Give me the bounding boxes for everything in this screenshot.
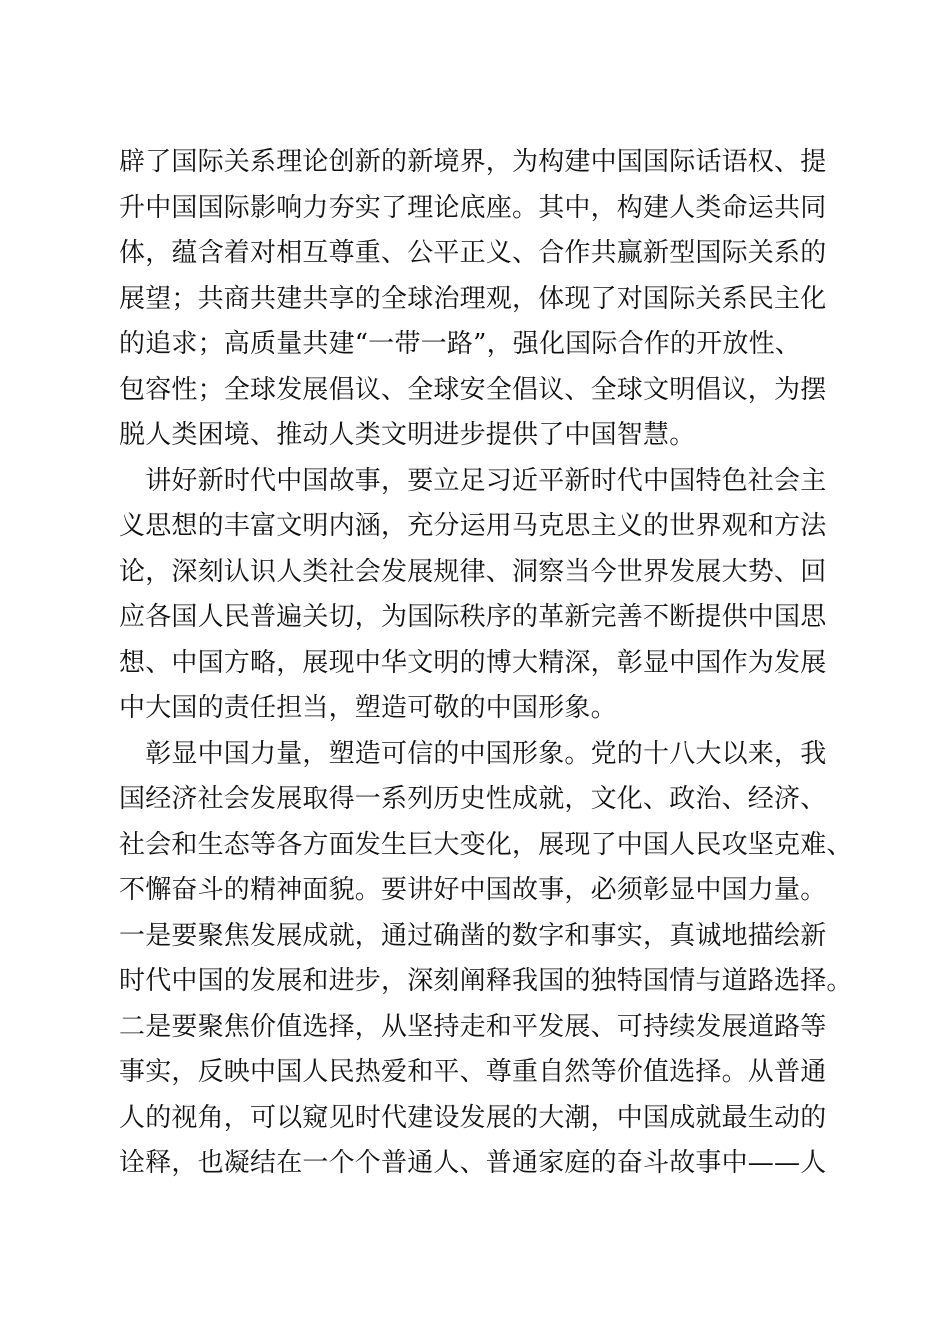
text-line: 想、中国方略，展现中华文明的博大精深，彰显中国作为发展: [119, 647, 827, 678]
text-line: 义思想的丰富文明内涵，充分运用马克思主义的世界观和方法: [119, 511, 827, 541]
text-line: 事实，反映中国人民热爱和平、尊重自然等价值选择。从普通: [119, 1057, 827, 1087]
text-line: 应各国人民普遍关切，为国际秩序的革新完善不断提供中国思: [119, 602, 827, 632]
text-line: 体，蕴含着对相互尊重、公平正义、合作共赢新型国际关系的: [119, 238, 827, 268]
text-line: 论，深刻认识人类社会发展规律、洞察当今世界发展大势、回: [119, 556, 827, 587]
paragraph-start-line: 彰显中国力量，塑造可信的中国形象。党的十八大以来，我: [119, 738, 827, 769]
text-line: 辟了国际关系理论创新的新境界，为构建中国国际话语权、提: [119, 147, 827, 177]
text-line: 中大国的责任担当，塑造可敬的中国形象。: [119, 693, 617, 723]
text-line: 脱人类困境、推动人类文明进步提供了中国智慧。: [119, 420, 696, 450]
text-line: 诠释，也凝结在一个个普通人、普通家庭的奋斗故事中——人: [119, 1148, 827, 1178]
text-line: 的追求；高质量共建“一带一路”，强化国际合作的开放性、: [119, 329, 801, 359]
text-line: 时代中国的发展和进步，深刻阐释我国的独特国情与道路选择。: [119, 966, 853, 996]
text-line: 一是要聚焦发展成就，通过确凿的数字和事实，真诚地描绘新: [119, 920, 827, 951]
body-text: [119, 140, 853, 1187]
text-line: 升中国国际影响力夯实了理论底座。其中，构建人类命运共同: [119, 192, 827, 223]
text-line: 二是要聚焦价值选择，从坚持走和平发展、可持续发展道路等: [119, 1011, 827, 1042]
paragraph-start-line: 讲好新时代中国故事，要立足习近平新时代中国特色社会主: [119, 465, 827, 496]
text-line: 不懈奋斗的精神面貌。要讲好中国故事，必须彰显中国力量。: [119, 875, 827, 905]
text-line: 社会和生态等各方面发生巨大变化，展现了中国人民攻坚克难、: [119, 829, 853, 860]
text-line: 包容性；全球发展倡议、全球安全倡议、全球文明倡议，为摆: [119, 374, 827, 405]
text-line: 人的视角，可以窥见时代建设发展的大潮，中国成就最生动的: [119, 1102, 827, 1133]
text-line: 展望；共商共建共享的全球治理观，体现了对国际关系民主化: [119, 283, 827, 314]
text-line: 国经济社会发展取得一系列历史性成就，文化、政治、经济、: [119, 784, 827, 814]
